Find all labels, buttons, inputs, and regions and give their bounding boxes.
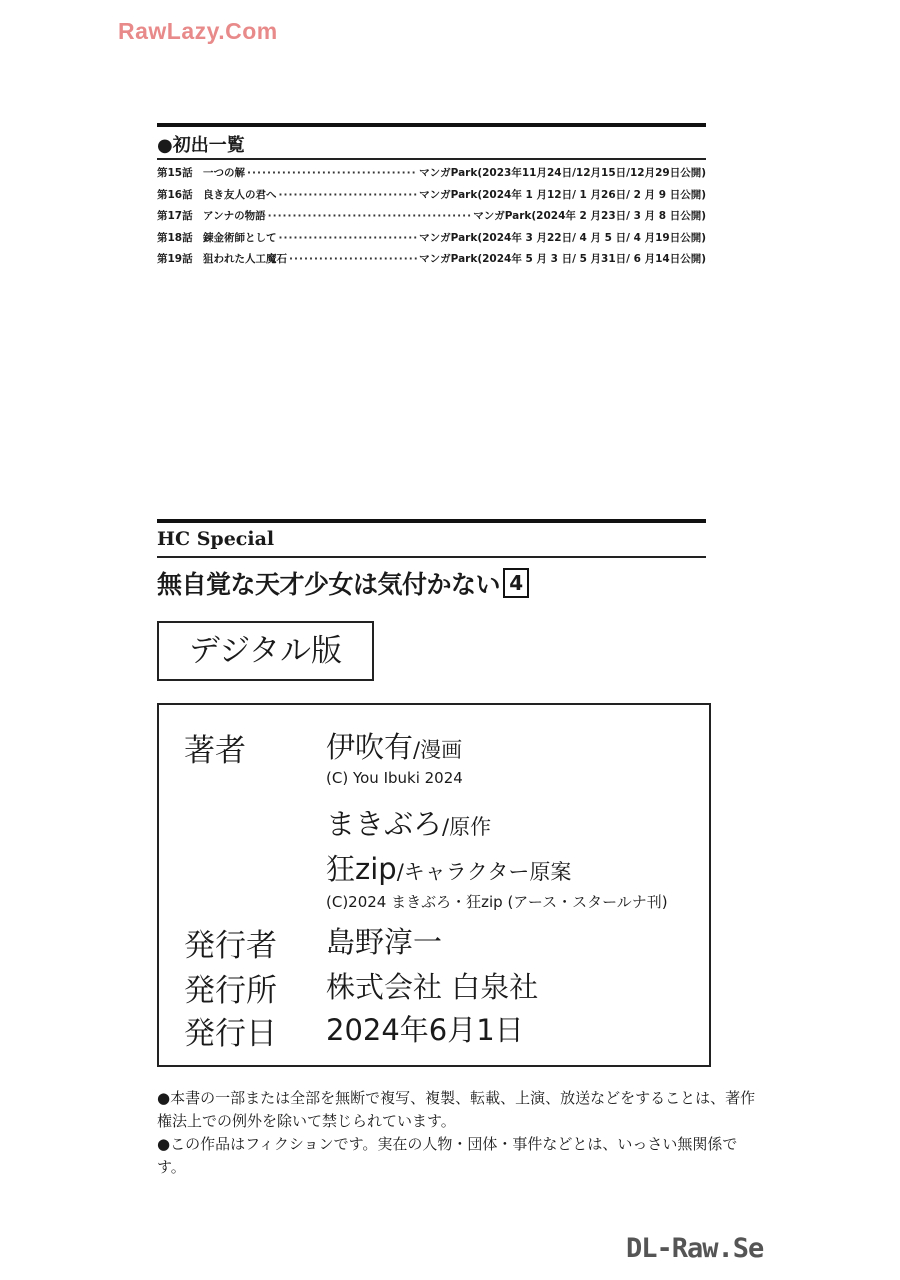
artist-name: 伊吹有 — [326, 730, 414, 764]
section-rule — [157, 158, 706, 160]
publish-date: 2024年6月1日 — [326, 1013, 524, 1047]
first-appearance-heading: ●初出一覧 — [157, 135, 245, 156]
character-role: /キャラクター原案 — [396, 860, 572, 884]
artist — [326, 725, 462, 766]
first-appearance-list — [157, 163, 706, 271]
list-item — [157, 163, 706, 185]
artist-copyright: (C) You Ibuki 2024 — [326, 769, 463, 787]
original — [326, 802, 491, 843]
book-title — [157, 565, 529, 601]
original-copyright: (C)2024 まきぶろ・狂zip (アース・スタールナ刊) — [326, 893, 668, 911]
episode-number: 第19話 — [157, 253, 193, 265]
fiction-note: ●この作品はフィクションです。実在の人物・団体・事件などとは、いっさい無関係です。 — [157, 1135, 738, 1176]
legal-notes — [157, 1087, 757, 1179]
leader-dots — [268, 206, 472, 228]
publisher-label: 発行者 — [184, 928, 277, 964]
label-name: HC Special — [157, 528, 275, 550]
leader-dots — [247, 163, 417, 185]
episode-title: アンナの物語 — [203, 210, 266, 222]
watermark-bottom: DL-Raw.Se — [626, 1233, 764, 1264]
original-role: /原作 — [442, 815, 492, 839]
publication-source: マンガPark(2023年11月24日/12月15日/12月29日公開) — [419, 167, 706, 179]
publication-source: マンガPark(2024年 3 月22日/ 4 月 5 日/ 4 月19日公開) — [419, 231, 706, 244]
author-label: 著者 — [184, 733, 246, 769]
original-name: まきぶろ — [326, 807, 443, 841]
date-label: 発行日 — [184, 1016, 277, 1052]
watermark-top: RawLazy.Com — [118, 18, 278, 44]
copyright-note: ●本書の一部または全部を無断で複写、複製、転載、上演、放送などをすることは、著作権法上での例外を除いて禁じられています。 — [157, 1089, 756, 1130]
section-rule — [157, 519, 706, 523]
episode-number: 第17話 — [157, 210, 193, 222]
edition-box: デジタル版 — [157, 621, 374, 681]
leader-dots — [279, 185, 418, 207]
episode-title: 錬金術師として — [203, 231, 277, 244]
section-rule — [157, 123, 706, 127]
company-label: 発行所 — [184, 973, 277, 1009]
episode-title: 一つの解 — [203, 167, 245, 179]
list-item — [157, 206, 706, 228]
list-item — [157, 185, 706, 207]
list-item — [157, 249, 706, 271]
artist-role: /漫画 — [413, 738, 463, 762]
volume-number: 4 — [503, 568, 529, 598]
episode-number: 第18話 — [157, 231, 193, 244]
publication-source: マンガPark(2024年 5 月 3 日/ 5 月31日/ 6 月14日公開) — [419, 253, 706, 265]
list-item — [157, 228, 706, 250]
publisher: 島野淳一 — [326, 925, 443, 959]
publication-source: マンガPark(2024年 2 月23日/ 3 月 8 日公開) — [473, 210, 706, 222]
publication-source: マンガPark(2024年 1 月12日/ 1 月26日/ 2 月 9 日公開) — [419, 188, 706, 201]
episode-title: 良き友人の君へ — [203, 188, 277, 201]
episode-number: 第16話 — [157, 188, 193, 201]
episode-number: 第15話 — [157, 167, 193, 179]
colophon-box — [157, 703, 711, 1067]
episode-title: 狙われた人工魔石 — [203, 253, 287, 265]
character — [326, 847, 571, 888]
leader-dots — [289, 249, 417, 271]
company: 株式会社 白泉社 — [326, 970, 539, 1004]
character-name: 狂zip — [326, 852, 397, 886]
section-rule — [157, 556, 706, 558]
leader-dots — [279, 228, 418, 250]
title-text: 無自覚な天才少女は気付かない — [157, 570, 501, 599]
